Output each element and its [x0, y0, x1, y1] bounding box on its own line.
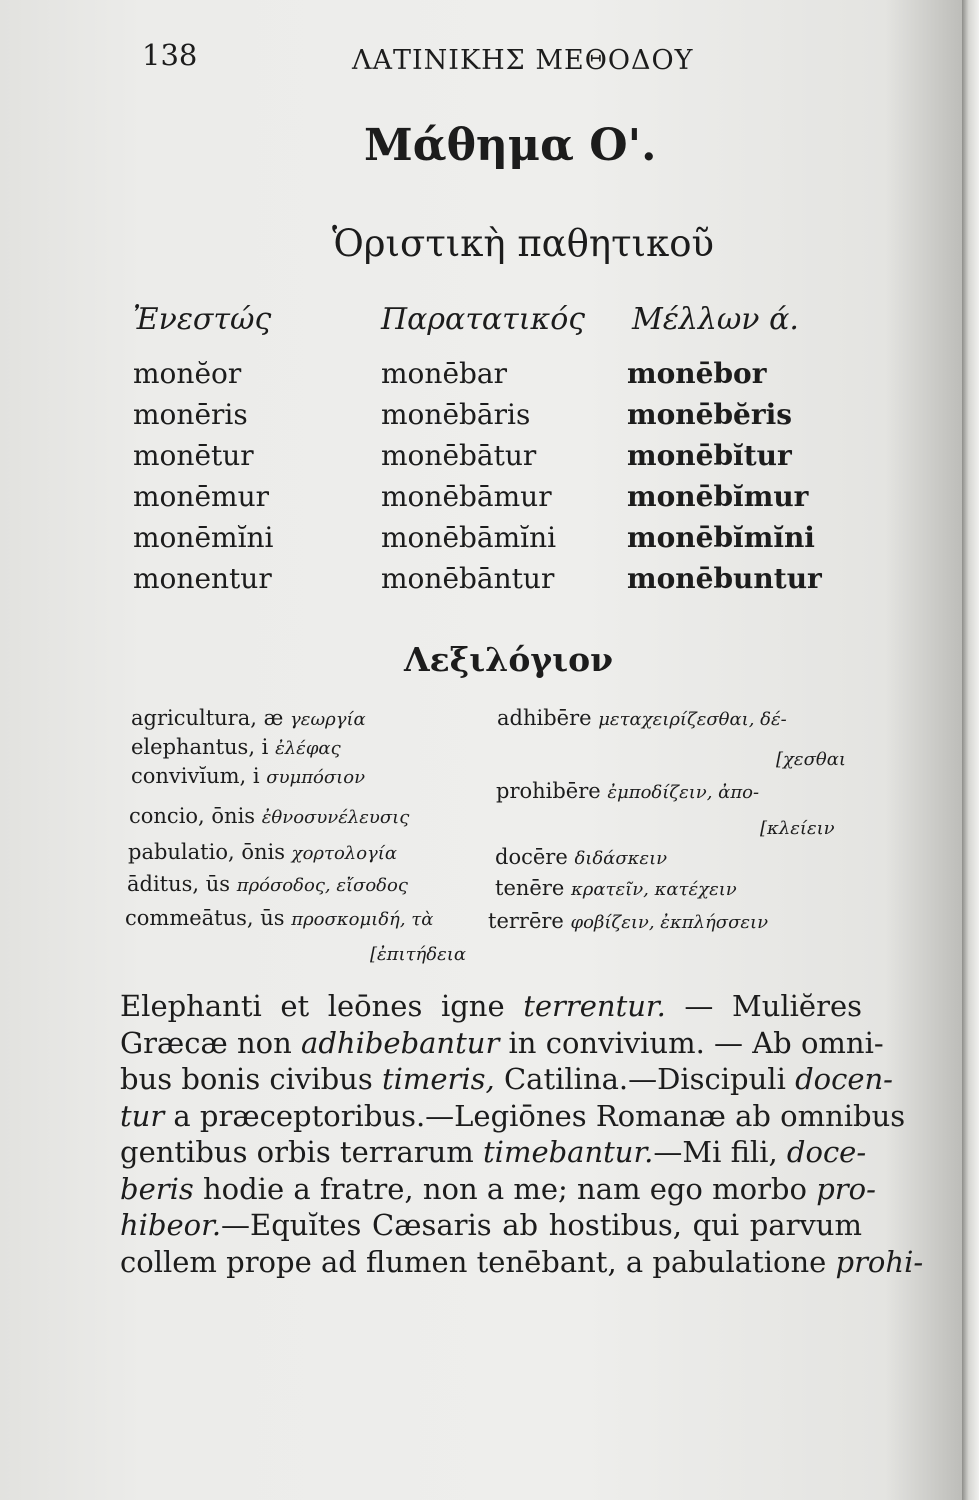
verb-form: monēbuntur	[627, 562, 822, 595]
greek-gloss: πρόσοδος, εἴσοδος	[236, 875, 408, 896]
verb-form: monēbĕris	[627, 398, 793, 431]
present-tense-column	[133, 353, 274, 599]
vocab-entry	[495, 876, 737, 902]
italic-verb: adhibebantur	[301, 1025, 500, 1060]
latin-word: pabulatio, ōnis	[128, 840, 285, 864]
vocabulary-title: Λεξιλόγιον	[404, 640, 613, 679]
exercise-line: Elephanti et leōnes igne terrentur. — Muliĕres	[120, 989, 862, 1023]
greek-gloss: προσκομιδή, τὰ	[291, 909, 434, 930]
greek-gloss: χορτολογία	[291, 843, 398, 864]
greek-gloss: ἐμποδίζειν, ἀπο-	[607, 782, 760, 803]
vocab-entry	[495, 845, 667, 871]
vocab-entry	[496, 779, 759, 805]
latin-word: āditus, ūs	[127, 872, 231, 896]
greek-gloss: ἐλέφας	[275, 738, 341, 759]
greek-gloss: γεωργία	[290, 709, 366, 730]
column-header-imperfect: Παρατατικός	[381, 302, 586, 337]
italic-verb: terrentur.	[523, 989, 666, 1023]
latin-word: prohibēre	[496, 779, 601, 803]
lesson-title: Μάθημα Ο'.	[364, 120, 657, 171]
vocab-entry	[131, 764, 365, 790]
vocab-entry	[127, 872, 408, 898]
exercise-line: gentibus orbis terrarum timebantur.—Mi fili, doce-	[120, 1135, 867, 1169]
greek-gloss: μεταχειρίζεσθαι, δέ-	[598, 709, 787, 730]
page-edge	[962, 0, 979, 1500]
latin-word: adhibēre	[497, 706, 592, 730]
greek-gloss: φοβίζειν, ἐκπλήσσειν	[570, 912, 769, 933]
verb-form: monentur	[133, 562, 272, 595]
verb-form: monēmĭni	[133, 521, 274, 554]
italic-verb: docen-	[795, 1062, 893, 1096]
exercise-paragraph	[120, 988, 924, 1280]
verb-form: monēmur	[133, 480, 269, 513]
lesson-subtitle: Ὁριστικὴ παθητικοῦ	[332, 222, 714, 265]
vocab-entry	[497, 706, 787, 732]
verb-form: monēbāmĭni	[381, 521, 557, 554]
vocab-entry	[131, 735, 341, 761]
exercise-line: Græcæ non adhibebantur in convivium. — Ab omni-	[120, 1025, 884, 1060]
italic-verb: pro-	[816, 1171, 876, 1206]
page-number: 138	[142, 38, 198, 72]
greek-gloss: ἐθνοσυνέλευσις	[261, 807, 410, 828]
italic-verb: timeris,	[381, 1062, 495, 1096]
vocab-continuation: [χεσθαι	[776, 749, 846, 770]
latin-word: convivĭum, i	[131, 764, 260, 788]
vocab-continuation: [κλείειν	[760, 818, 835, 839]
exercise-line: beris hodie a fratre, non a me; nam ego morbo pro-	[120, 1171, 876, 1206]
italic-verb: hibeor.	[120, 1208, 222, 1242]
verb-form: monēbĭtur	[627, 439, 792, 472]
column-header-present: Ἐνεστώς	[133, 302, 272, 337]
verb-form: monēbĭmur	[627, 480, 809, 513]
future-tense-column	[627, 353, 822, 599]
latin-word: concio, ōnis	[129, 804, 256, 828]
latin-word: tenēre	[495, 876, 565, 900]
vocab-entry	[129, 804, 409, 830]
verb-form: monēbar	[381, 357, 508, 390]
vocab-entry	[131, 706, 366, 732]
exercise-line: collem prope ad flumen tenēbant, a pabulatione prohi-	[120, 1244, 924, 1279]
imperfect-tense-column	[381, 353, 556, 599]
vocab-entry	[125, 906, 433, 932]
running-title: ΛΑΤΙΝΙΚΗΣ ΜΕΘΟΔΟΥ	[352, 45, 694, 76]
verb-form: monēbāris	[381, 398, 531, 431]
latin-word: elephantus, i	[131, 735, 269, 759]
verb-form: monēris	[133, 398, 248, 431]
italic-verb: tur	[120, 1098, 165, 1133]
exercise-line: bus bonis civibus timeris, Catilina.—Discipuli docen-	[120, 1062, 893, 1096]
verb-form: monēbātur	[381, 439, 537, 472]
italic-verb: beris	[120, 1171, 194, 1206]
italic-verb: timebantur.	[483, 1135, 654, 1169]
vocab-entry	[128, 840, 397, 866]
vocab-continuation: [ἐπιτήδεια	[370, 944, 467, 965]
greek-gloss: συμπόσιον	[266, 767, 366, 788]
latin-word: commeātus, ūs	[125, 906, 285, 930]
exercise-line: hibeor.—Equĭtes Cæsaris ab hostibus, qui parvum	[120, 1208, 862, 1242]
verb-form: monēbĭmĭni	[627, 521, 815, 554]
greek-gloss: διδάσκειν	[574, 848, 668, 869]
latin-word: terrēre	[488, 909, 564, 933]
italic-verb: doce-	[786, 1135, 867, 1169]
verb-form: monēbāntur	[381, 562, 555, 595]
latin-word: docēre	[495, 845, 568, 869]
greek-gloss: κρατεῖν, κατέχειν	[570, 879, 737, 900]
verb-form: monēbāmur	[381, 480, 552, 513]
vocab-entry	[488, 909, 768, 935]
italic-verb: prohi-	[835, 1244, 924, 1279]
latin-word: agricultura, æ	[131, 706, 284, 730]
verb-form: monēbor	[627, 357, 767, 390]
verb-form: monētur	[133, 439, 254, 472]
column-header-future: Μέλλων ά.	[632, 302, 799, 337]
exercise-line: tur a præceptoribus.—Legiōnes Romanæ ab omnibus	[120, 1098, 906, 1133]
verb-form: monĕor	[133, 357, 242, 390]
